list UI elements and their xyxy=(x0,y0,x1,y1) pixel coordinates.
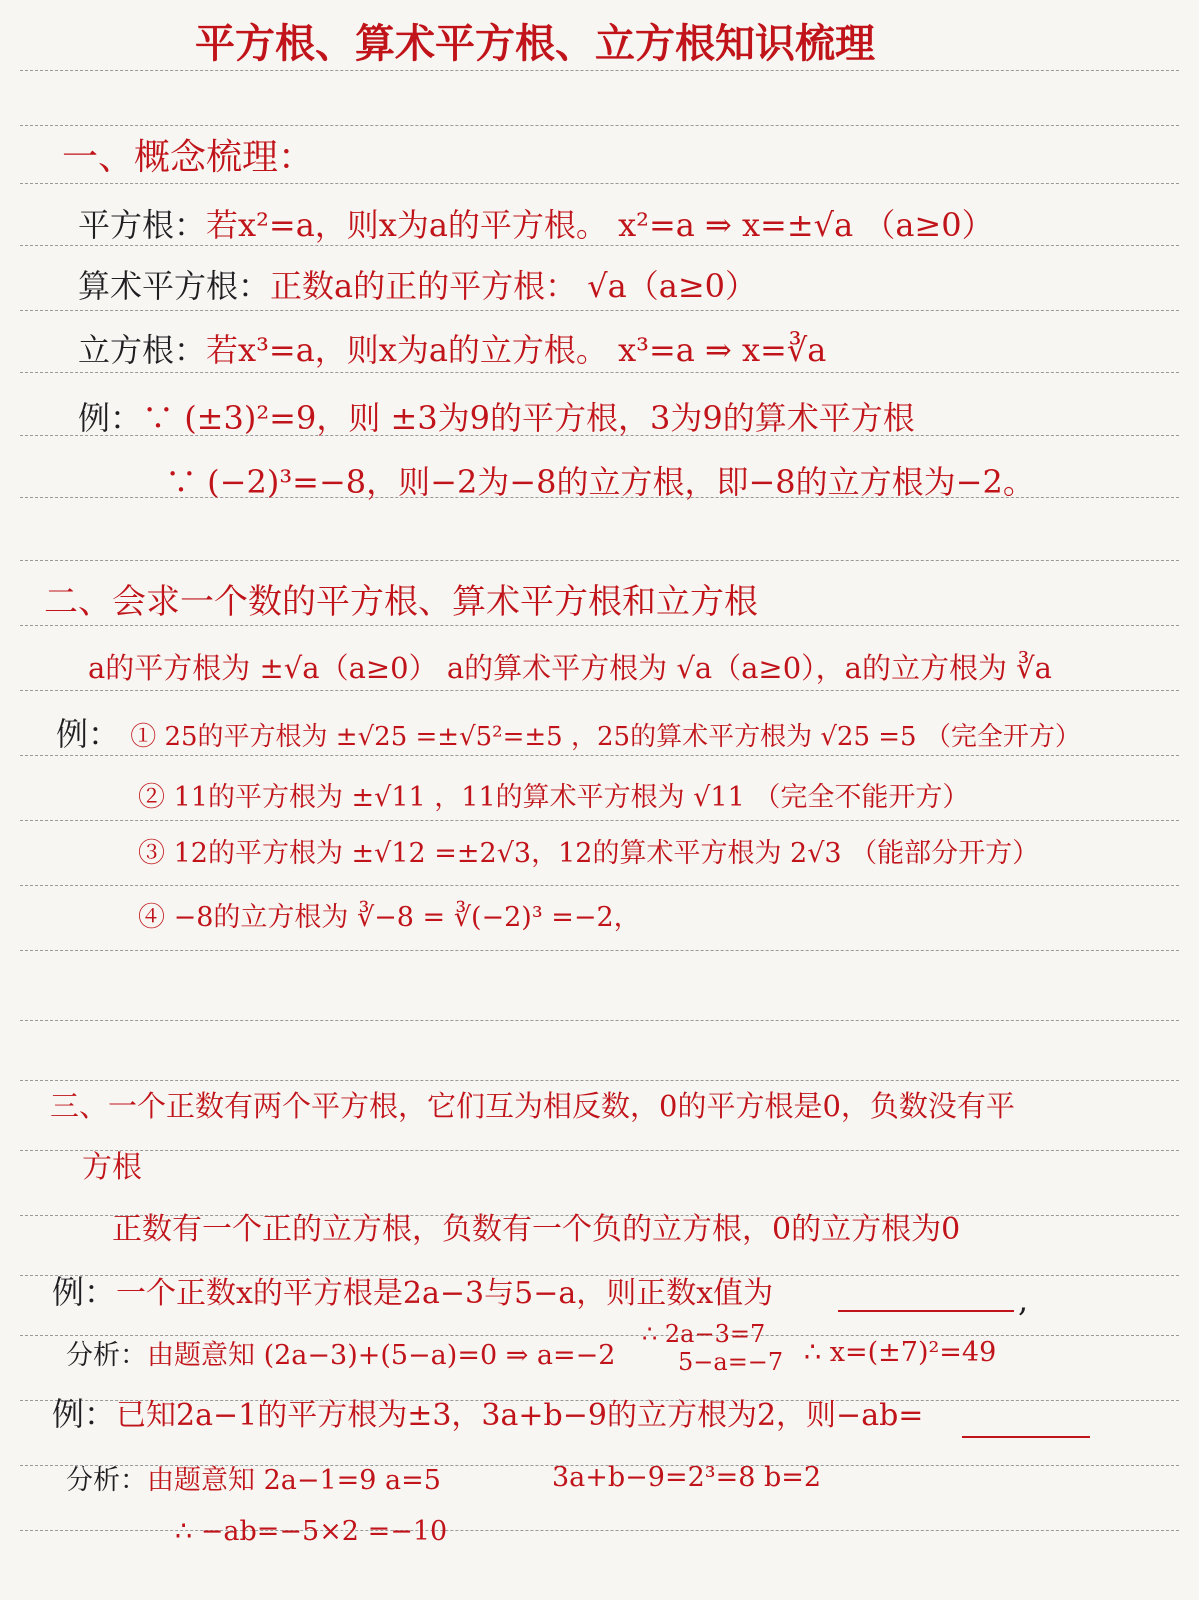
section3-analysis-2 xyxy=(66,1458,441,1501)
example-label: 例： xyxy=(78,399,143,437)
ruled-line xyxy=(20,885,1179,886)
analysis-text: 由题意知 2a−1=9 a=5 xyxy=(147,1465,441,1496)
example-label: 例： xyxy=(56,715,121,753)
arithmetic-root-text: 正数a的正的平方根： √a（a≥0） xyxy=(270,267,757,305)
analysis-result: ∴ x=(±7)²=49 xyxy=(804,1337,997,1368)
answer-blank[interactable] xyxy=(838,1310,1014,1312)
cube-root-text: 若x³=a，则x为a的立方根。 x³=a ⇒ x=∛a xyxy=(206,331,827,369)
arithmetic-root-label: 算术平方根： xyxy=(78,267,271,305)
analysis-text: 由题意知 (2a−3)+(5−a)=0 ⇒ a=−2 xyxy=(147,1340,616,1371)
analysis-text-continued: 3a+b−9=2³=8 b=2 xyxy=(552,1462,822,1493)
section1-example-1 xyxy=(78,398,915,438)
ruled-line xyxy=(20,690,1179,691)
section2-heading: 二、会求一个数的平方根、算术平方根和立方根 xyxy=(44,582,758,622)
ruled-line xyxy=(20,560,1179,561)
ruled-line xyxy=(20,372,1179,373)
ruled-line xyxy=(20,245,1179,246)
ruled-line xyxy=(20,183,1179,184)
example-text: ① 25的平方根为 ±√25 =±√5²=±5 ，25的算术平方根为 √25 =5 （完全开方） xyxy=(130,722,1081,752)
section2-example-2: ② 11的平方根为 ±√11 ，11的算术平方根为 √11 （完全不能开方） xyxy=(138,782,970,813)
cube-root-label: 立方根： xyxy=(78,331,207,369)
section3-analysis-1 xyxy=(66,1333,615,1376)
analysis-equation-top: ∴ 2a−3=7 xyxy=(642,1320,766,1348)
section2-example-3: ③ 12的平方根为 ±√12 =±2√3，12的算术平方根为 2√3 （能部分开方） xyxy=(138,838,1040,869)
ruled-line xyxy=(20,950,1179,951)
section2-example-4: ④ −8的立方根为 ∛−8 = ∛(−2)³ =−2， xyxy=(138,902,641,933)
section1-example-2: ∵ (−2)³=−8，则−2为−8的立方根，即−8的立方根为−2。 xyxy=(165,463,1035,501)
section2-example-1 xyxy=(56,714,1081,757)
ruled-line xyxy=(20,125,1179,126)
analysis-stacked-equations xyxy=(642,1320,783,1376)
example-label: 例： xyxy=(52,1395,117,1433)
example-text: 一个正数x的平方根是2a−3与5−a，则正数x值为 xyxy=(116,1276,774,1311)
section3-heading-line2: 方根 xyxy=(82,1150,142,1185)
ruled-line xyxy=(20,820,1179,821)
example-text: ∵ (±3)²=9，则 ±3为9的平方根，3为9的算术平方根 xyxy=(142,399,915,437)
page-title: 平方根、算术平方根、立方根知识梳理 xyxy=(195,20,875,67)
section1-heading: 一、概念梳理： xyxy=(62,137,315,178)
cube-root-rule: 正数有一个正的立方根，负数有一个负的立方根，0的立方根为0 xyxy=(112,1212,961,1247)
arithmetic-root-definition xyxy=(78,266,757,306)
analysis-label: 分析： xyxy=(66,1340,147,1371)
cube-root-definition xyxy=(78,330,826,370)
example-text: 已知2a−1的平方根为±3，3a+b−9的立方根为2，则−ab= xyxy=(116,1398,924,1433)
example-label: 例： xyxy=(52,1273,117,1311)
section3-example-2 xyxy=(52,1394,923,1436)
ruled-line xyxy=(20,1080,1179,1081)
ruled-line xyxy=(20,310,1179,311)
square-root-label: 平方根： xyxy=(78,206,207,244)
section2-summary: a的平方根为 ±√a（a≥0） a的算术平方根为 √a（a≥0），a的立方根为 ∛a xyxy=(88,651,1052,685)
square-root-definition xyxy=(78,205,994,245)
section3-example-1 xyxy=(52,1272,773,1314)
ruled-line xyxy=(20,625,1179,626)
ruled-line xyxy=(20,1150,1179,1151)
section3-heading-line1: 三、一个正数有两个平方根，它们互为相反数，0的平方根是0，负数没有平 xyxy=(50,1089,1015,1123)
analysis-equation-bottom: 5−a=−7 xyxy=(678,1348,784,1376)
ruled-line xyxy=(20,70,1179,71)
answer-blank[interactable] xyxy=(962,1436,1090,1438)
ruled-line xyxy=(20,1020,1179,1021)
analysis-conclusion: ∴ −ab=−5×2 =−10 xyxy=(175,1516,448,1547)
trailing-comma: , xyxy=(1018,1281,1029,1319)
analysis-label: 分析： xyxy=(66,1465,147,1496)
square-root-text: 若x²=a，则x为a的平方根。 x²=a ⇒ x=±√a （a≥0） xyxy=(206,206,994,244)
